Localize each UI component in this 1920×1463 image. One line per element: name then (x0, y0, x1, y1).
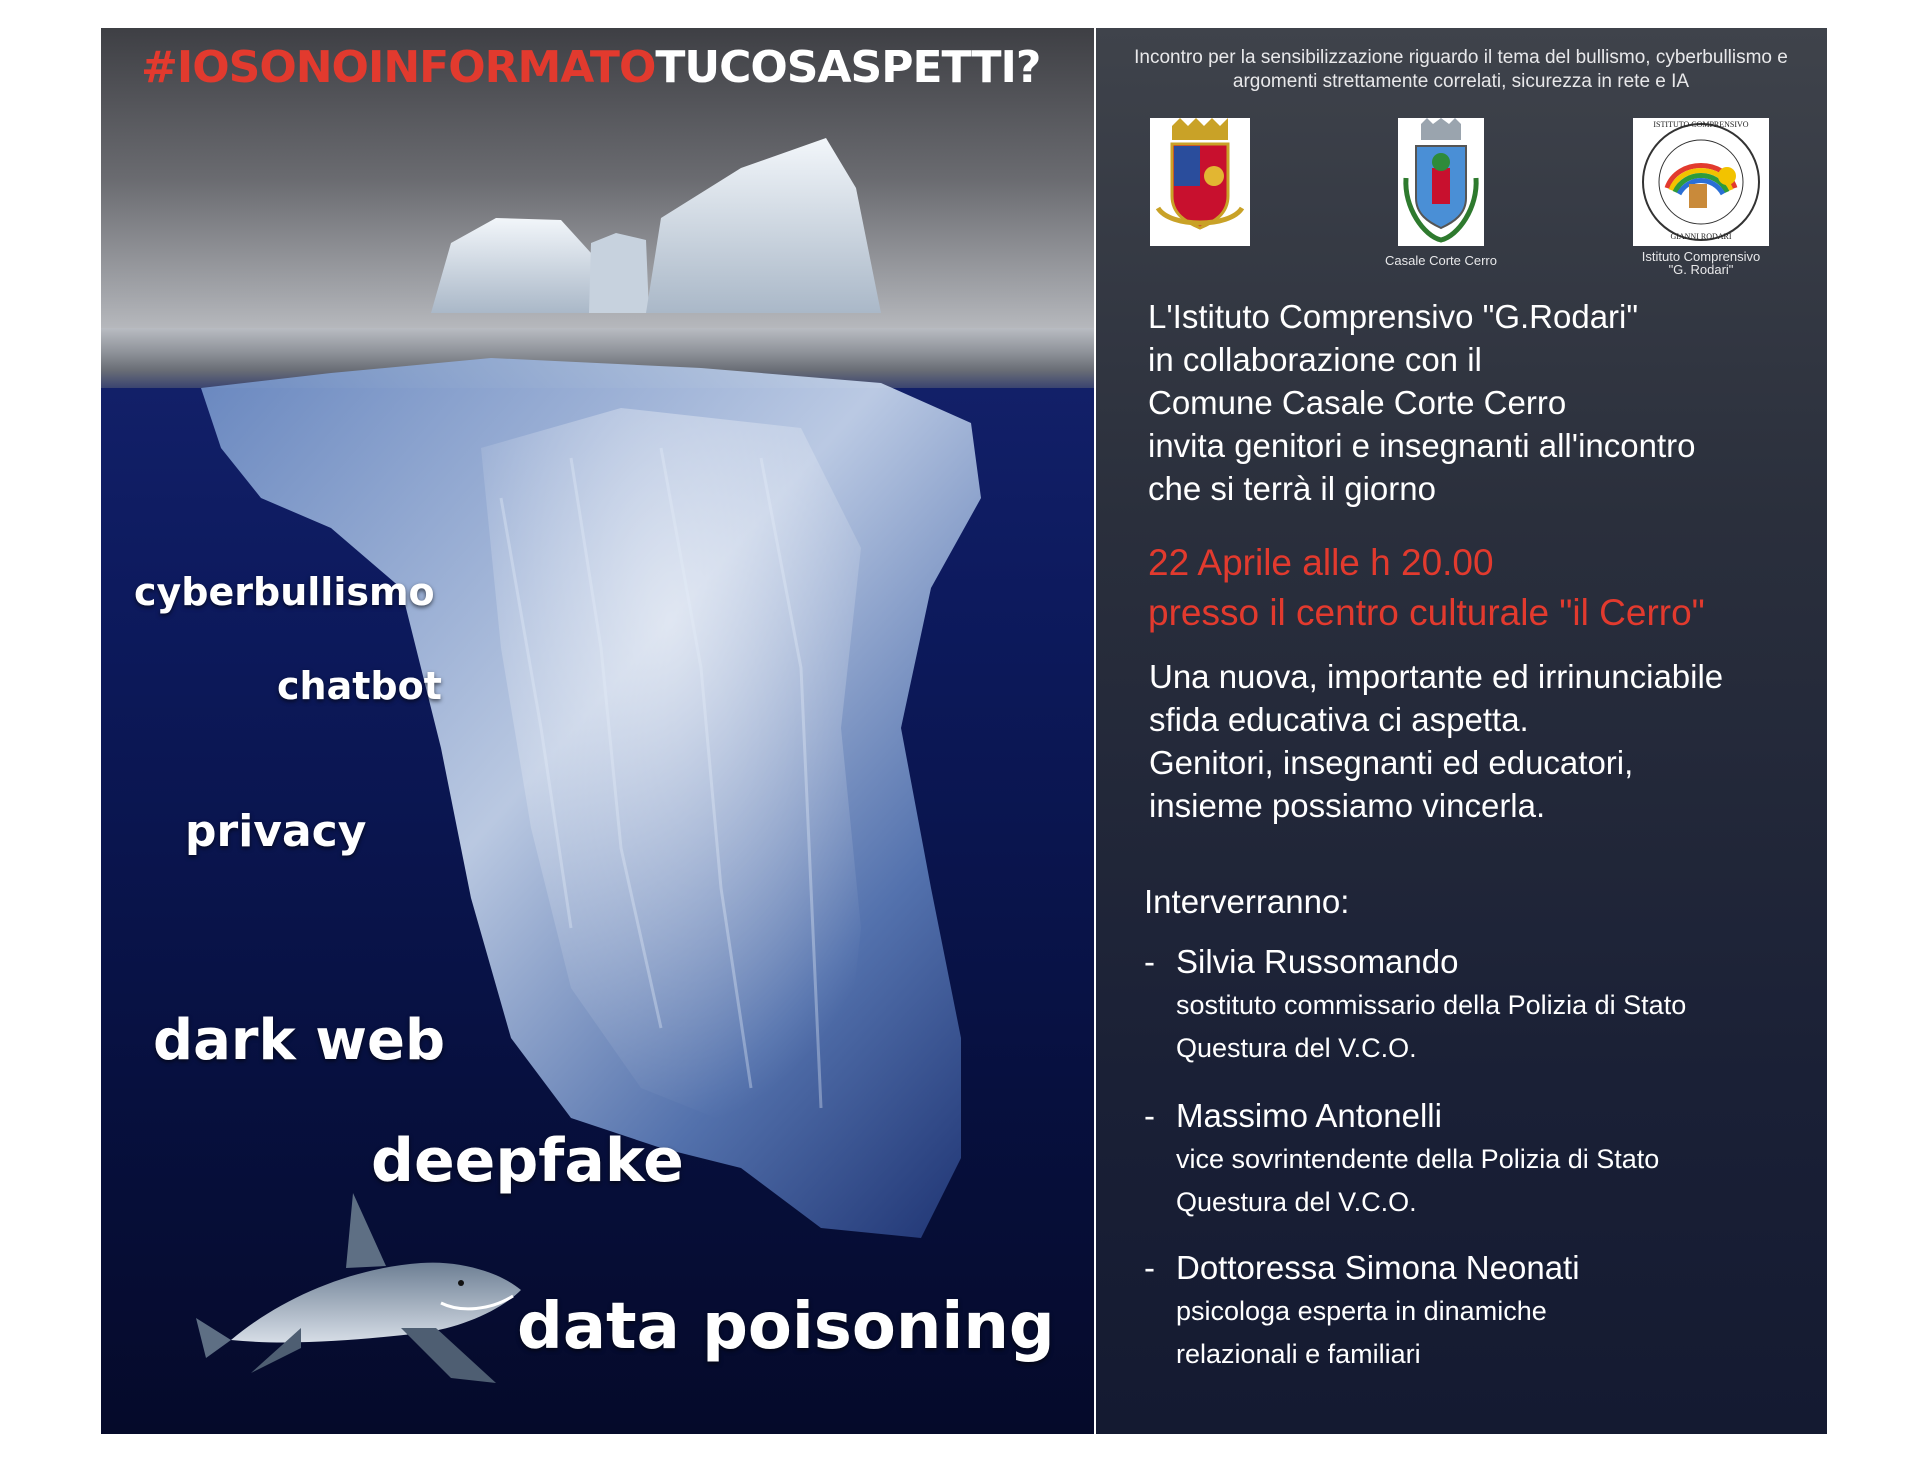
speaker-office: Questura del V.C.O. (1176, 1187, 1417, 1217)
challenge-line: Una nuova, importante ed irrinunciabile (1149, 658, 1724, 695)
intro-text: Incontro per la sensibilizzazione riguardo il tema del bullismo, cyberbullismo e argomenti strettamente correlati, sicurezza in rete e IA (1134, 47, 1788, 92)
event-poster (101, 28, 1827, 1434)
speaker-office: relazionali e familiari (1176, 1339, 1421, 1369)
speaker-name: Dottoressa Simona Neonati (1176, 1249, 1580, 1286)
invitation-line: Comune Casale Corte Cerro (1148, 384, 1567, 421)
speaker-role: sostituto commissario della Polizia di Stato (1176, 990, 1687, 1020)
word-privacy: privacy (185, 806, 367, 857)
iceberg-illustration (101, 28, 1094, 1434)
istituto-caption (1618, 250, 1784, 276)
invitation-text (1148, 295, 1695, 510)
word-chatbot: chatbot (277, 664, 442, 708)
event-date: 22 Aprile alle h 20.00 (1148, 542, 1494, 583)
word-data-poisoning: data poisoning (517, 1290, 1055, 1364)
istituto-rodari-emblem-icon (1633, 118, 1769, 246)
challenge-line: insieme possiamo vincerla. (1149, 787, 1546, 824)
word-cyberbullismo: cyberbullismo (134, 570, 435, 614)
invitation-line: che si terrà il giorno (1148, 470, 1436, 507)
event-place: presso il centro culturale "il Cerro" (1148, 592, 1705, 633)
speaker-dash: - (1144, 1097, 1155, 1134)
event-date-place (1148, 538, 1705, 638)
polizia-crest-icon (1150, 118, 1250, 246)
speakers-heading: Interverranno: (1144, 883, 1350, 920)
challenge-text (1149, 655, 1723, 827)
invitation-line: in collaborazione con il (1148, 341, 1482, 378)
speaker-dash: - (1144, 943, 1155, 980)
hashtag-white-part: TUCOSASPETTI? (655, 42, 1041, 93)
speaker-office: Questura del V.C.O. (1176, 1033, 1417, 1063)
speaker-item (1144, 1246, 1804, 1376)
invitation-line: L'Istituto Comprensivo "G.Rodari" (1148, 298, 1639, 335)
challenge-line: Genitori, insegnanti ed educatori, (1149, 744, 1634, 781)
comune-casale-corte-cerro-logo (1398, 118, 1484, 246)
shark-image (196, 1193, 521, 1383)
speaker-name: Massimo Antonelli (1176, 1097, 1442, 1134)
istituto-ring-bottom: GIANNI RODARI (1670, 232, 1732, 241)
speaker-item (1144, 940, 1804, 1070)
comune-caption: Casale Corte Cerro (1385, 253, 1497, 268)
speaker-dash: - (1144, 1249, 1155, 1286)
istituto-caption-line2: "G. Rodari" (1668, 262, 1734, 277)
iceberg-tip (431, 218, 601, 313)
comune-crest-icon (1398, 118, 1484, 246)
speaker-role: psicologa esperta in dinamiche (1176, 1296, 1547, 1326)
word-dark-web: dark web (153, 1008, 446, 1073)
hashtag-title (141, 42, 1040, 93)
speaker-role: vice sovrintendente della Polizia di Stato (1176, 1144, 1660, 1174)
speaker-item (1144, 1094, 1804, 1224)
info-panel (1096, 28, 1827, 1434)
invitation-line: invita genitori e insegnanti all'incontro (1148, 427, 1696, 464)
speaker-name: Silvia Russomando (1176, 943, 1459, 980)
iceberg-panel (101, 28, 1094, 1434)
challenge-line: sfida educativa ci aspetta. (1149, 701, 1529, 738)
hashtag-red-part: #IOSONOINFORMATO (141, 42, 656, 93)
istituto-rodari-logo (1633, 118, 1769, 246)
word-deepfake: deepfake (371, 1126, 684, 1196)
istituto-ring-top: ISTITUTO COMPRENSIVO (1653, 120, 1749, 129)
istituto-caption-line1: Istituto Comprensivo (1641, 249, 1761, 264)
polizia-di-stato-logo (1150, 118, 1250, 246)
